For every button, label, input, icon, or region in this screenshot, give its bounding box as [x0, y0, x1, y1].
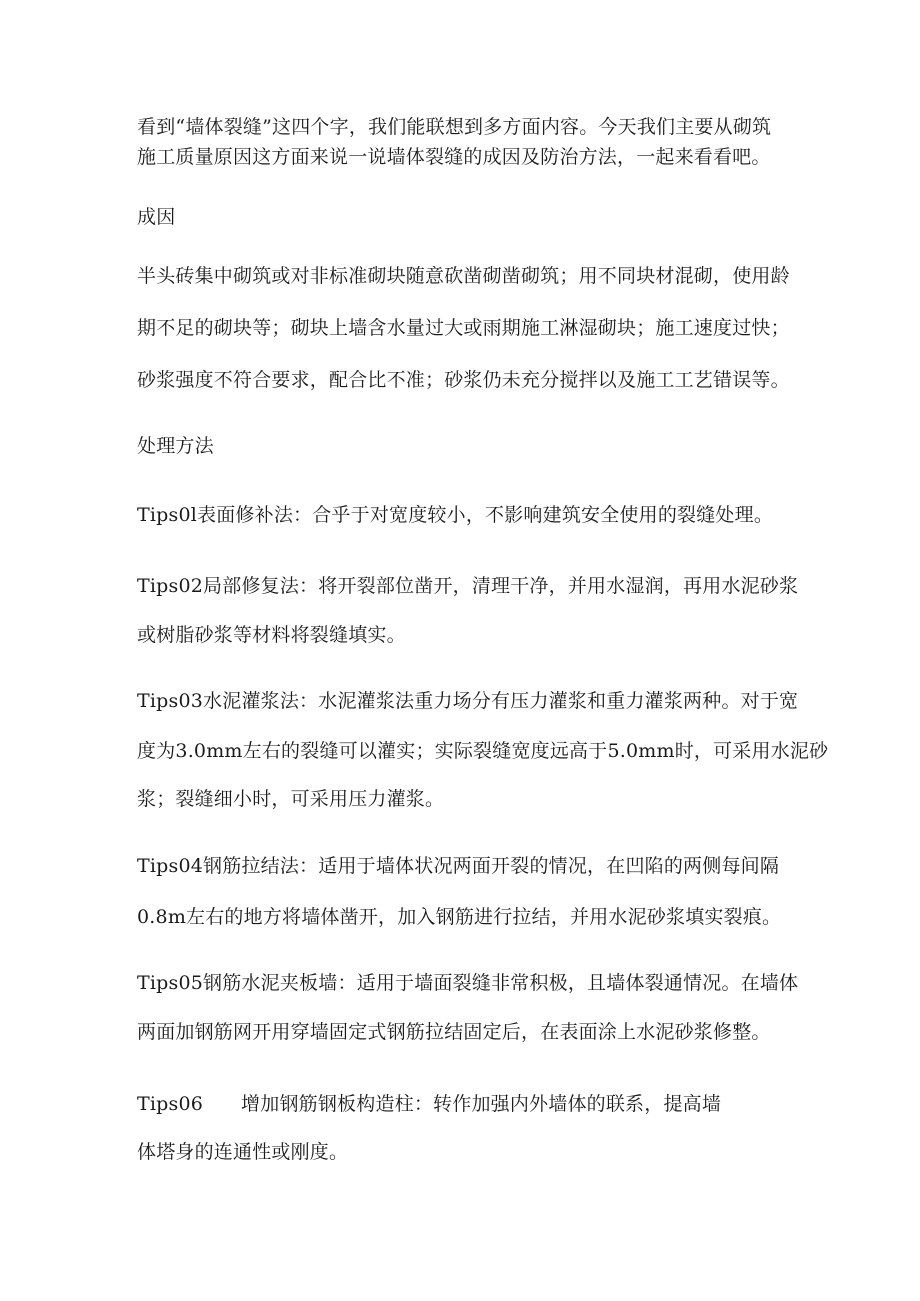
tips04-line-1: Tips04钢筋拉结法：适用于墙体状况两面开裂的情况，在凹陷的两侧每间隔 [137, 855, 780, 877]
tips05-line-1: Tips05钢筋水泥夹板墙：适用于墙面裂缝非常积极，且墙体裂通情况。在墙体 [137, 972, 799, 994]
tips06-label: Tips06 [137, 1093, 204, 1115]
intro-line-1: 看到“墙体裂缝”这四个字，我们能联想到多方面内容。今天我们主要从砌筑 [137, 116, 772, 138]
tips05-line-2: 两面加钢筋网开用穿墙固定式钢筋拉结固定后，在表面涂上水泥砂浆修整。 [137, 1021, 771, 1043]
cause-line-3: 砂浆强度不符合要求，配合比不准；砂浆仍未充分搅拌以及施工工艺错误等。 [137, 369, 790, 391]
cause-heading: 成因 [137, 206, 176, 228]
tips06-line-2: 体塔身的连通性或刚度。 [137, 1141, 349, 1163]
cause-line-1: 半头砖集中砌筑或对非标准砌块随意砍凿砌凿砌筑；用不同块材混砌，使用龄 [137, 265, 790, 287]
tips02-line-2: 或树脂砂浆等材料将裂缝填实。 [137, 624, 406, 646]
method-heading: 处理方法 [137, 435, 214, 457]
cause-line-2: 期不足的砌块等；砌块上墙含水量过大或雨期施工淋湿砌块；施工速度过快； [137, 317, 790, 339]
tips06-line-1 [137, 1092, 721, 1116]
tips03-line-3: 浆；裂缝细小时，可采用压力灌浆。 [137, 788, 445, 810]
tips06-text: 增加钢筋钢板构造柱：转作加强内外墙体的联系，提高墙 [241, 1093, 722, 1115]
tips03-line-1: Tips03水泥灌浆法：水泥灌浆法重力场分有压力灌浆和重力灌浆两种。对于宽 [137, 690, 799, 712]
tips01-line-1: Tips0l表面修补法：合乎于对宽度较小，不影响建筑安全使用的裂缝处理。 [137, 504, 774, 526]
tips04-line-2: 0.8m左右的地方将墙体凿开，加入钢筋进行拉结，并用水泥砂浆填实裂痕。 [137, 906, 782, 928]
intro-line-2: 施工质量原因这方面来说一说墙体裂缝的成因及防治方法，一起来看看吧。 [137, 146, 771, 168]
tips02-line-1: Tips02局部修复法：将开裂部位凿开，清理干净，并用水湿润，再用水泥砂浆 [137, 575, 799, 597]
tips03-line-2: 度为3.0mm左右的裂缝可以灌实；实际裂缝宽度远高于5.0mm时，可采用水泥砂 [137, 740, 829, 762]
